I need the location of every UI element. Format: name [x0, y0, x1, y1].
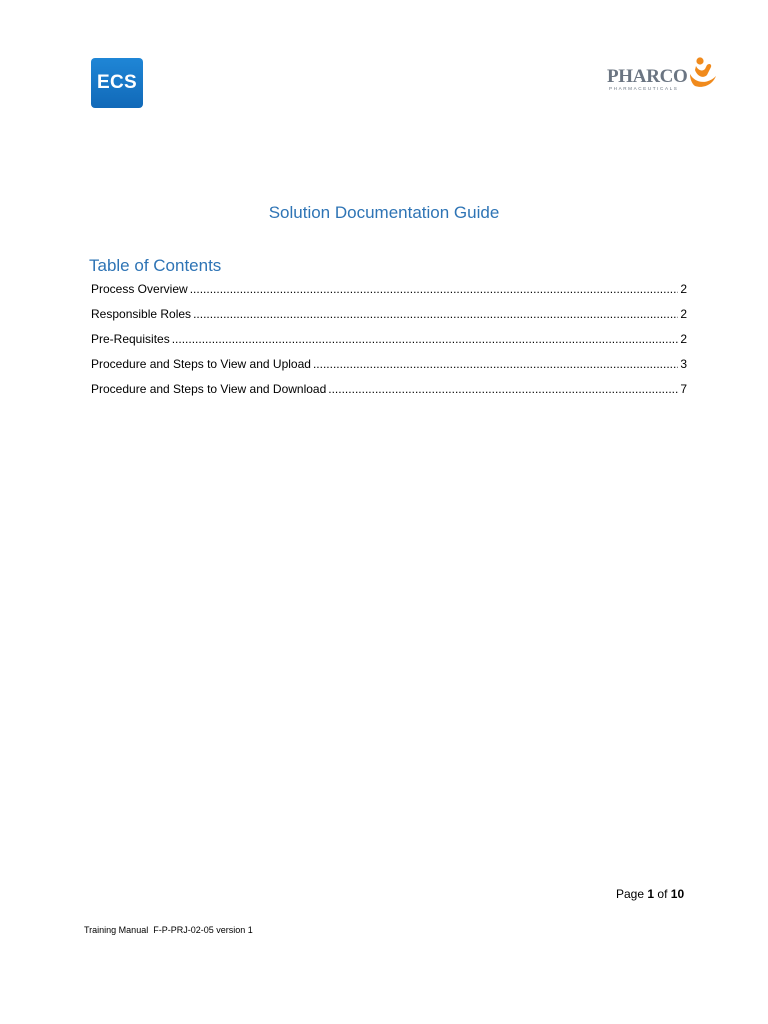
toc-entry-page: 2 — [680, 307, 687, 321]
toc-leader-dots — [172, 332, 679, 346]
table-of-contents — [91, 282, 687, 407]
toc-entry-process-overview[interactable] — [91, 282, 687, 307]
toc-entry-responsible-roles[interactable] — [91, 307, 687, 332]
total-pages-number: 10 — [670, 887, 685, 901]
pharco-logo-name: PHARCO — [607, 66, 688, 87]
toc-heading: Table of Contents — [89, 256, 222, 275]
pharco-logo-subtitle: PHARMACEUTICALS — [609, 86, 679, 91]
pharco-figure-icon — [686, 56, 720, 92]
document-title: Solution Documentation Guide — [268, 203, 500, 222]
toc-entry-label: Procedure and Steps to View and Upload — [91, 357, 311, 371]
toc-leader-dots — [328, 382, 678, 396]
toc-entry-label: Procedure and Steps to View and Download — [91, 382, 327, 396]
toc-entry-page: 7 — [680, 382, 687, 396]
footer-document-id: Training Manual F-P-PRJ-02-05 version 1 — [84, 925, 253, 935]
of-label: of — [657, 887, 668, 901]
toc-entry-label: Responsible Roles — [91, 307, 192, 321]
toc-entry-view-and-download[interactable] — [91, 382, 687, 407]
ecs-logo-text: ECS — [97, 72, 137, 93]
toc-entry-view-and-upload[interactable] — [91, 357, 687, 382]
current-page-number: 1 — [647, 887, 655, 901]
toc-entry-label: Pre-Requisites — [91, 332, 170, 346]
toc-entry-pre-requisites[interactable] — [91, 332, 687, 357]
ecs-logo — [91, 58, 143, 108]
toc-entry-page: 2 — [680, 332, 687, 346]
toc-entry-label: Process Overview — [91, 282, 188, 296]
page-label: Page — [616, 887, 645, 901]
toc-leader-dots — [313, 357, 678, 371]
toc-leader-dots — [193, 307, 678, 321]
toc-entry-page: 2 — [680, 282, 687, 296]
toc-leader-dots — [190, 282, 679, 296]
page-counter — [616, 887, 684, 901]
toc-entry-page: 3 — [680, 357, 687, 371]
pharco-logo — [607, 56, 719, 96]
